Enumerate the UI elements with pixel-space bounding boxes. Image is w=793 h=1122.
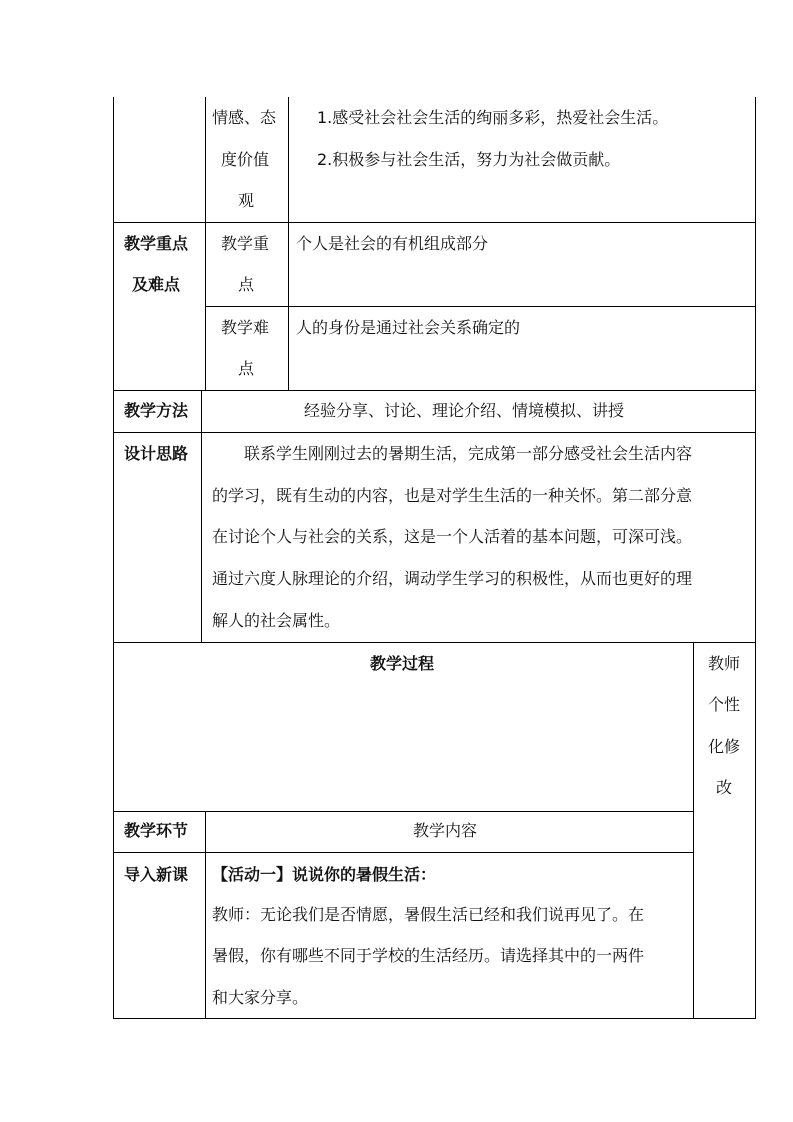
table-left-border [113,97,114,1019]
row-line-6 [113,811,694,812]
col-divider-1 [205,97,206,390]
process-title: 教学过程 [370,654,435,673]
key-point-label-line-2: 点 [238,275,255,294]
objective-item-2: 2.积极参与社会生活，努力为社会做贡献。 [317,150,621,169]
intro-line-2: 暑假，你有哪些不同于学校的生活经历。请选择其中的一两件 [212,946,645,965]
intro-line-3: 和大家分享。 [212,988,309,1007]
table-bottom-border [113,1018,756,1019]
col-divider-2 [288,97,289,390]
method-text: 经验分享、讨论、理论介绍、情境模拟、讲授 [304,401,625,420]
key-points-label-line-1: 教学重点 [124,234,189,253]
objective-category-line-1: 情感、态 [212,108,277,127]
design-line-4: 通过六度人脉理论的介绍，调动学生学习的积极性，从而也更好的理 [212,569,693,588]
intro-line-1: 教师：无论我们是否情愿，暑假生活已经和我们说再见了。在 [212,905,645,924]
row-line-4 [113,432,756,433]
teacher-note-line-2: 个性 [708,695,741,714]
row-line-7 [113,852,694,853]
design-line-2: 的学习，既有生动的内容，也是对学生生活的一种关怀。第二部分意 [212,486,693,505]
key-points-label-line-2: 及难点 [132,275,181,294]
design-line-1: 联系学生刚刚过去的暑期生活，完成第一部分感受社会生活内容 [244,444,693,463]
col-divider-3 [201,390,202,642]
content-header: 教学内容 [413,821,478,840]
col-divider-4 [693,642,694,1019]
design-line-5: 解人的社会属性。 [212,611,341,630]
difficulty-text: 人的身份是通过社会关系确定的 [296,318,521,337]
intro-stage-label: 导入新课 [124,865,189,884]
stage-header: 教学环节 [124,821,189,840]
design-line-3: 在讨论个人与社会的关系，这是一个人活着的基本问题，可深可浅。 [212,527,693,546]
teacher-note-line-1: 教师 [708,654,741,673]
design-label: 设计思路 [124,444,189,463]
teacher-note-line-3: 化修 [708,737,741,756]
teacher-note-line-4: 改 [716,778,733,797]
col-divider-1b [205,811,206,1019]
row-line-1 [113,222,756,223]
key-point-text: 个人是社会的有机组成部分 [296,234,489,253]
row-line-3 [113,390,756,391]
row-line-2 [205,306,756,307]
key-point-label-line-1: 教学重 [221,234,270,253]
objective-category-line-2: 度价值 [221,150,270,169]
row-line-5 [113,642,756,643]
table-right-border [755,97,756,1019]
difficulty-label-line-1: 教学难 [221,318,270,337]
objective-item-1: 1.感受社会社会生活的绚丽多彩，热爱社会生活。 [317,108,669,127]
method-label: 教学方法 [124,401,189,420]
difficulty-label-line-2: 点 [238,359,255,378]
activity-title: 【活动一】说说你的暑假生活： [212,865,437,884]
objective-category-line-3: 观 [238,191,255,210]
